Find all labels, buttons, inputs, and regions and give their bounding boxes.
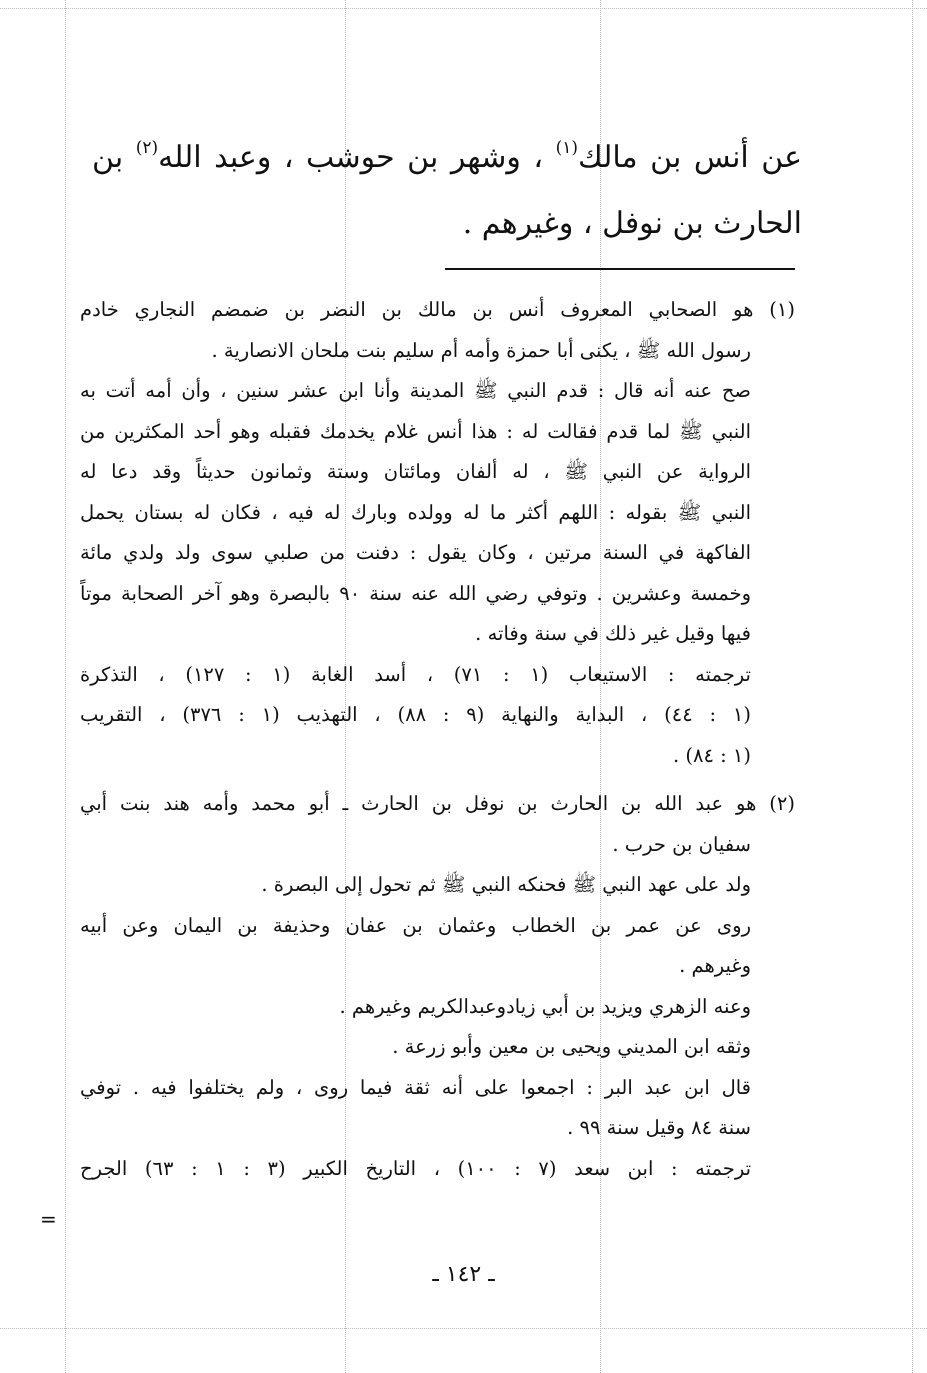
footnotes [80,290,795,1189]
footnote-2-line: قال ابن عبد البر : اجمعوا على أنه ثقة فيما روى ، ولم يختلفوا فيه . توفي [80,1075,751,1099]
footnote-ref-2: (٢) [135,138,159,158]
footnote-2-line: روى عن عمر بن الخطاب وعثمان بن عفان وحذيفة بن اليمان وعن أبيه [80,913,751,937]
footnote-2-line: سنة ٨٤ وقيل سنة ٩٩ . [567,1116,751,1139]
footnote-2-line: (٢) هو عبد الله بن الحارث بن نوفل بن الحارث ـ أبو محمد وأمه هند بنت أبي [80,792,795,815]
footnote-1-line: رسول الله ﷺ ، يكنى أبا حمزة وأمه أم سليم بنت ملحان الانصارية . [211,338,751,362]
footnote-1-line: النبي ﷺ لما قدم فقالت له : هذا أنس غلام يخدمك فقبله وهو أحد المكثرين من [80,419,751,443]
footnote-1-line: فيها وقيل غير ذلك في سنة وفاته . [475,622,751,645]
footnote-ref-1: (١) [555,138,578,158]
main-text-segment: بن [92,140,124,175]
main-text-segment: ، وشهر بن حوشب ، وعبد الله [158,140,544,175]
footnote-2-line: ترجمته : ابن سعد (٧ : ١٠٠) ، التاريخ الكبير (٣ : ١ : ٦٣) الجرح [80,1156,752,1180]
continuation-mark: = [40,1207,57,1231]
footnote-2-line: وغيرهم . [679,954,751,977]
footnote-gap [80,776,795,784]
footnote-1-line: الفاكهة في السنة مرتين ، وكان يقول : دفنت من صلبي سوى ولد ولدي مائة [80,541,751,564]
main-text [92,125,802,257]
footnote-1-line: (١ : ٤٤) ، البداية والنهاية (٩ : ٨٨) ، التهذيب (١ : ٣٧٦) ، التقريب [80,703,752,726]
main-text-line-1 [92,125,802,191]
page-number: ـ ١٤٢ ـ [432,1262,495,1287]
footnote-2-line: ولد على عهد النبي ﷺ فحنكه النبي ﷺ ثم تحول إلى البصرة . [261,873,751,896]
footnote-1-line: الرواية عن النبي ﷺ ، له ألفان ومائتان وستة وثمانون حديثاً وقد دعا له [80,460,751,483]
footnote-2-line: وثقه ابن المديني ويحيى بن معين وأبو زرعة . [392,1035,751,1058]
footnote-1-line: وخمسة وعشرين . وتوفي رضي الله عنه سنة ٩٠ بالبصرة وهو آخر الصحابة موتاً [80,581,751,605]
footnote-1-line: النبي ﷺ بقوله : اللهم أكثر ما له وولده وبارك له فيه ، فكان له بستان يحمل [80,500,751,524]
footnote-2-line: سفيان بن حرب . [612,832,751,856]
footnote-1-line: (١) هو الصحابي المعروف أنس بن مالك بن النضر بن ضمضم النجاري خادم [80,298,795,321]
footnote-1-line: صح عنه أنه قال : قدم النبي ﷺ المدينة وأنا ابن عشر سنين ، وأن أمه أتت به [80,379,751,402]
main-text-line-2: الحارث بن نوفل ، وغيرهم . [462,206,802,241]
footnote-1-line: ترجمته : الاستيعاب (١ : ٧١) ، أسد الغابة (١ : ١٢٧) ، التذكرة [80,662,751,686]
footnote-separator [445,268,795,270]
scan-guide-line [912,0,913,1373]
main-text-segment: عن أنس بن مالك [577,140,802,175]
footnote-2-line: وعنه الزهري ويزيد بن أبي زيادوعبدالكريم وغيرهم . [339,994,751,1018]
scan-guide-line [0,8,927,9]
footnote-1-line: (١ : ٨٤) . [672,743,751,767]
scan-guide-line [65,0,66,1373]
scan-guide-line [0,1328,927,1329]
